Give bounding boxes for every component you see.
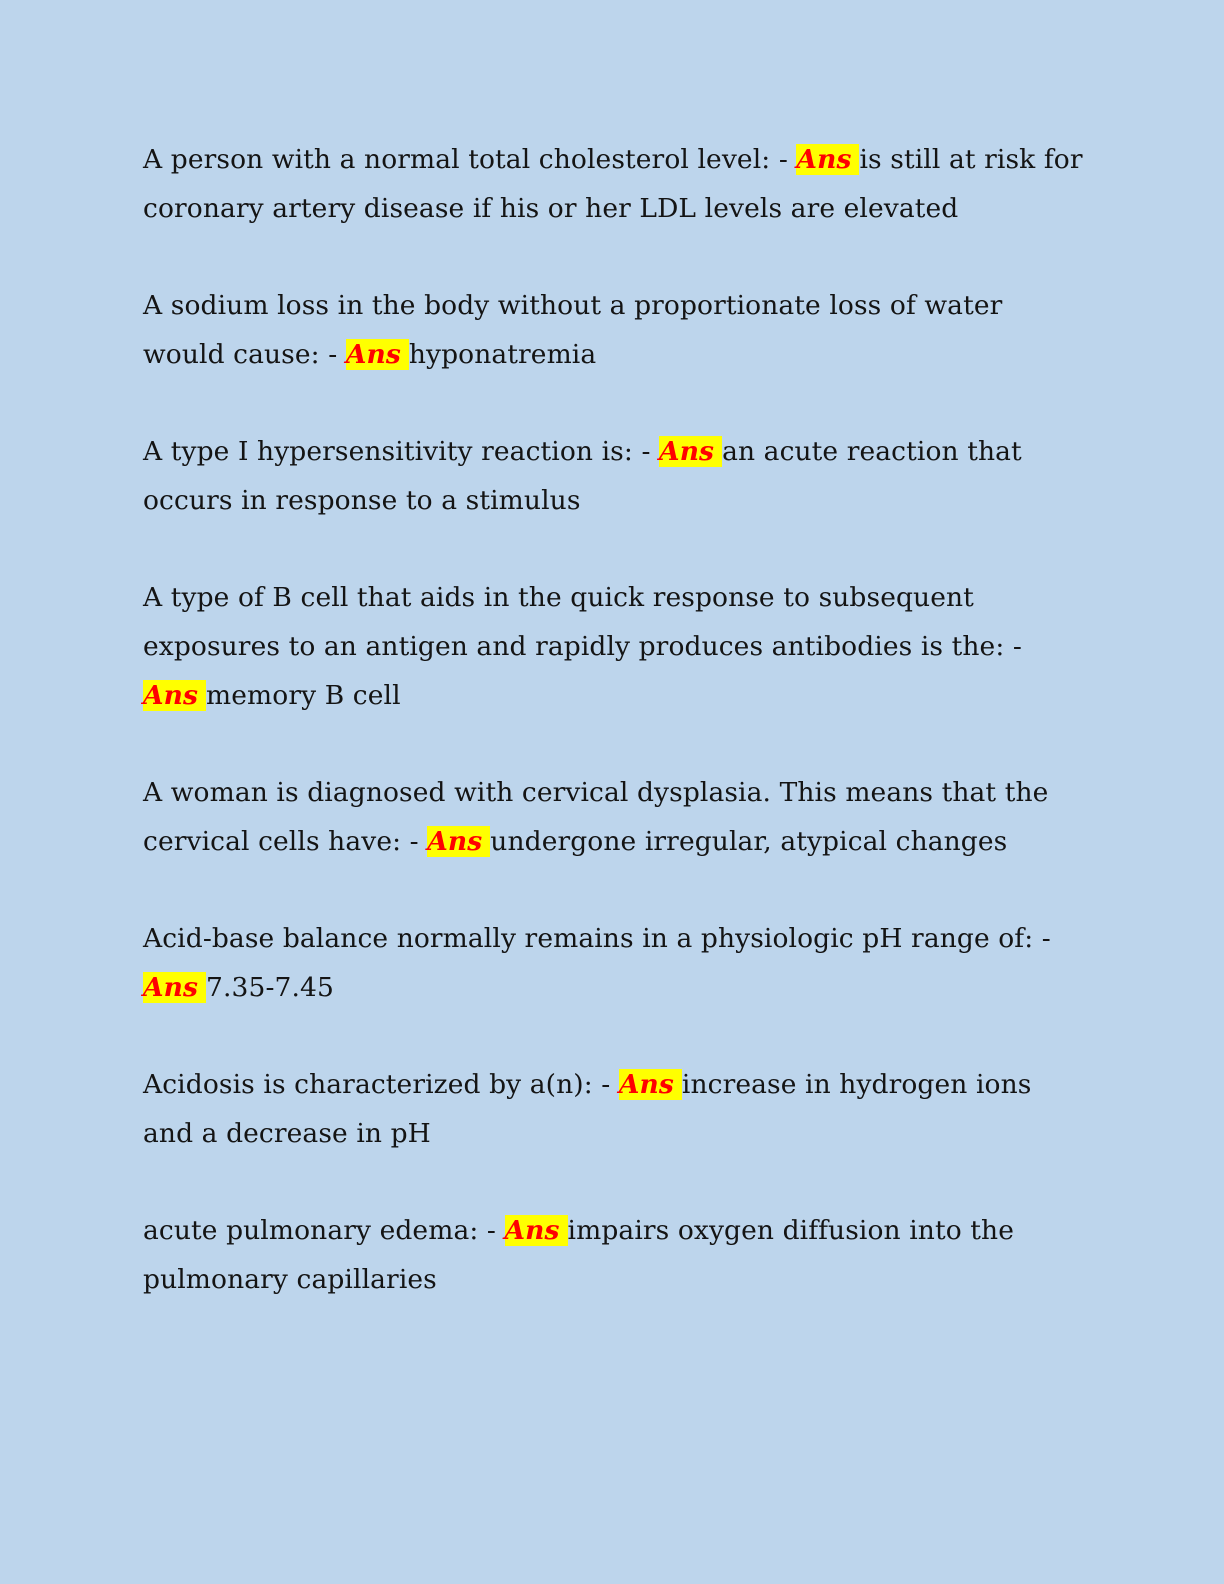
separator: - xyxy=(1012,631,1022,662)
qa-item xyxy=(143,135,1083,233)
question-text: A type of B cell that aids in the quick response to subsequent exposures to an antigen and rapidly produces antibodies is the: xyxy=(143,582,1005,662)
answer-text: increase in hydrogen ions and a decrease in pH xyxy=(143,1069,1032,1149)
question-text: Acidosis is characterized by a(n): xyxy=(143,1069,593,1100)
qa-item xyxy=(143,1060,1083,1158)
question-text: acute pulmonary edema: xyxy=(143,1215,479,1246)
qa-item xyxy=(143,1206,1083,1304)
answer-label: Ans xyxy=(505,1215,568,1246)
qa-item xyxy=(143,281,1083,379)
separator: - xyxy=(601,1069,611,1100)
qa-item xyxy=(143,573,1083,720)
separator: - xyxy=(778,144,788,175)
separator: - xyxy=(328,339,338,370)
question-text: A type I hypersensitivity reaction is: xyxy=(143,436,633,467)
answer-label: Ans xyxy=(619,1069,682,1100)
answer-text: is still at risk for coronary artery disease if his or her LDL levels are elevated xyxy=(143,144,1083,224)
question-text: Acid-base balance normally remains in a physiologic pH range of: xyxy=(143,923,1034,954)
separator: - xyxy=(641,436,651,467)
answer-label: Ans xyxy=(346,339,409,370)
qa-item xyxy=(143,427,1083,525)
answer-text: undergone irregular, atypical changes xyxy=(490,826,1008,857)
answer-label: Ans xyxy=(143,972,206,1003)
separator: - xyxy=(1041,923,1051,954)
answer-label: Ans xyxy=(427,826,490,857)
qa-item xyxy=(143,768,1083,866)
question-text: A person with a normal total cholesterol level: xyxy=(143,144,771,175)
answer-text: 7.35-7.45 xyxy=(206,972,334,1003)
separator: - xyxy=(486,1215,496,1246)
question-text: A sodium loss in the body without a proportionate loss of water would cause: xyxy=(143,290,1003,370)
question-text: A woman is diagnosed with cervical dysplasia. This means that the cervical cells have: xyxy=(143,777,1049,857)
qa-item xyxy=(143,914,1083,1012)
answer-text: hyponatremia xyxy=(408,339,597,370)
answer-label: Ans xyxy=(796,144,859,175)
separator: - xyxy=(409,826,419,857)
answer-text: memory B cell xyxy=(206,680,401,711)
answer-text: impairs oxygen diffusion into the pulmonary capillaries xyxy=(143,1215,1014,1295)
answer-text: an acute reaction that occurs in response to a stimulus xyxy=(143,436,1022,516)
answer-label: Ans xyxy=(659,436,722,467)
answer-label: Ans xyxy=(143,680,206,711)
qa-list xyxy=(143,135,1083,1352)
